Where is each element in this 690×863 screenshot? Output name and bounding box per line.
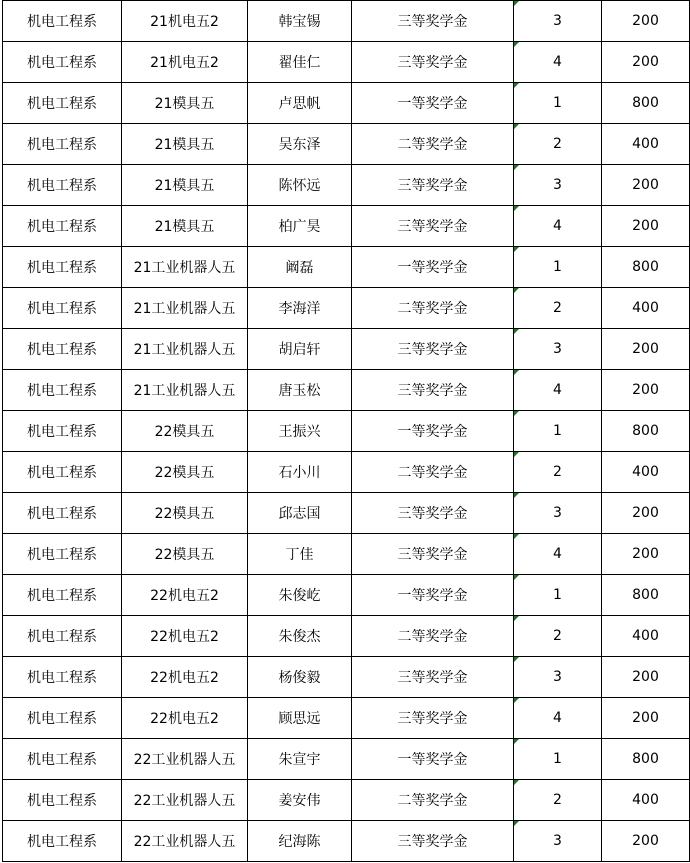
class-cell: 21工业机器人五 bbox=[122, 370, 248, 411]
name-cell: 柏广昊 bbox=[248, 206, 352, 247]
table-row bbox=[3, 616, 690, 657]
table-body bbox=[3, 1, 690, 862]
rank-cell: 4 bbox=[514, 42, 602, 83]
table-row bbox=[3, 780, 690, 821]
table-row bbox=[3, 206, 690, 247]
department-cell: 机电工程系 bbox=[3, 411, 122, 452]
table-row bbox=[3, 739, 690, 780]
name-cell: 杨俊毅 bbox=[248, 657, 352, 698]
department-cell: 机电工程系 bbox=[3, 698, 122, 739]
rank-cell: 1 bbox=[514, 411, 602, 452]
award-cell: 二等奖学金 bbox=[352, 616, 514, 657]
class-cell: 22模具五 bbox=[122, 534, 248, 575]
name-cell: 朱俊杰 bbox=[248, 616, 352, 657]
rank-cell: 2 bbox=[514, 452, 602, 493]
class-cell: 22机电五2 bbox=[122, 698, 248, 739]
name-cell: 唐玉松 bbox=[248, 370, 352, 411]
award-cell: 三等奖学金 bbox=[352, 42, 514, 83]
table-row bbox=[3, 1, 690, 42]
name-cell: 石小川 bbox=[248, 452, 352, 493]
name-cell: 阚磊 bbox=[248, 247, 352, 288]
amount-cell: 200 bbox=[602, 821, 690, 862]
name-cell: 李海洋 bbox=[248, 288, 352, 329]
rank-cell: 2 bbox=[514, 616, 602, 657]
table-row bbox=[3, 452, 690, 493]
rank-cell: 2 bbox=[514, 780, 602, 821]
amount-cell: 200 bbox=[602, 42, 690, 83]
award-cell: 三等奖学金 bbox=[352, 821, 514, 862]
award-cell: 三等奖学金 bbox=[352, 493, 514, 534]
rank-cell: 2 bbox=[514, 124, 602, 165]
name-cell: 纪海陈 bbox=[248, 821, 352, 862]
table-row bbox=[3, 698, 690, 739]
name-cell: 姜安伟 bbox=[248, 780, 352, 821]
table-row bbox=[3, 534, 690, 575]
department-cell: 机电工程系 bbox=[3, 329, 122, 370]
table-row bbox=[3, 42, 690, 83]
award-cell: 三等奖学金 bbox=[352, 534, 514, 575]
class-cell: 21模具五 bbox=[122, 124, 248, 165]
rank-cell: 1 bbox=[514, 247, 602, 288]
department-cell: 机电工程系 bbox=[3, 739, 122, 780]
class-cell: 21模具五 bbox=[122, 206, 248, 247]
class-cell: 22机电五2 bbox=[122, 616, 248, 657]
department-cell: 机电工程系 bbox=[3, 83, 122, 124]
department-cell: 机电工程系 bbox=[3, 493, 122, 534]
rank-cell: 1 bbox=[514, 83, 602, 124]
name-cell: 卢思帆 bbox=[248, 83, 352, 124]
rank-cell: 4 bbox=[514, 206, 602, 247]
award-cell: 三等奖学金 bbox=[352, 329, 514, 370]
table-row bbox=[3, 329, 690, 370]
rank-cell: 4 bbox=[514, 370, 602, 411]
class-cell: 21工业机器人五 bbox=[122, 288, 248, 329]
award-cell: 三等奖学金 bbox=[352, 370, 514, 411]
scholarship-table bbox=[2, 0, 690, 862]
table-row bbox=[3, 575, 690, 616]
name-cell: 朱宣宇 bbox=[248, 739, 352, 780]
class-cell: 21模具五 bbox=[122, 83, 248, 124]
rank-cell: 3 bbox=[514, 493, 602, 534]
amount-cell: 400 bbox=[602, 780, 690, 821]
rank-cell: 3 bbox=[514, 1, 602, 42]
name-cell: 胡启轩 bbox=[248, 329, 352, 370]
department-cell: 机电工程系 bbox=[3, 370, 122, 411]
department-cell: 机电工程系 bbox=[3, 165, 122, 206]
department-cell: 机电工程系 bbox=[3, 452, 122, 493]
amount-cell: 800 bbox=[602, 411, 690, 452]
department-cell: 机电工程系 bbox=[3, 575, 122, 616]
amount-cell: 400 bbox=[602, 616, 690, 657]
table-row bbox=[3, 493, 690, 534]
department-cell: 机电工程系 bbox=[3, 657, 122, 698]
award-cell: 一等奖学金 bbox=[352, 247, 514, 288]
table-row bbox=[3, 411, 690, 452]
name-cell: 韩宝锡 bbox=[248, 1, 352, 42]
name-cell: 吴东泽 bbox=[248, 124, 352, 165]
award-cell: 三等奖学金 bbox=[352, 657, 514, 698]
table-row bbox=[3, 247, 690, 288]
class-cell: 22机电五2 bbox=[122, 657, 248, 698]
amount-cell: 200 bbox=[602, 657, 690, 698]
award-cell: 一等奖学金 bbox=[352, 575, 514, 616]
amount-cell: 200 bbox=[602, 329, 690, 370]
class-cell: 21机电五2 bbox=[122, 42, 248, 83]
department-cell: 机电工程系 bbox=[3, 1, 122, 42]
award-cell: 二等奖学金 bbox=[352, 124, 514, 165]
award-cell: 三等奖学金 bbox=[352, 698, 514, 739]
class-cell: 21模具五 bbox=[122, 165, 248, 206]
rank-cell: 3 bbox=[514, 165, 602, 206]
table-row bbox=[3, 657, 690, 698]
name-cell: 王振兴 bbox=[248, 411, 352, 452]
rank-cell: 2 bbox=[514, 288, 602, 329]
amount-cell: 400 bbox=[602, 124, 690, 165]
amount-cell: 200 bbox=[602, 370, 690, 411]
award-cell: 三等奖学金 bbox=[352, 165, 514, 206]
class-cell: 21工业机器人五 bbox=[122, 329, 248, 370]
table-row bbox=[3, 165, 690, 206]
amount-cell: 800 bbox=[602, 739, 690, 780]
department-cell: 机电工程系 bbox=[3, 247, 122, 288]
amount-cell: 200 bbox=[602, 206, 690, 247]
name-cell: 朱俊屹 bbox=[248, 575, 352, 616]
amount-cell: 800 bbox=[602, 575, 690, 616]
class-cell: 22机电五2 bbox=[122, 575, 248, 616]
amount-cell: 800 bbox=[602, 247, 690, 288]
name-cell: 丁佳 bbox=[248, 534, 352, 575]
class-cell: 21工业机器人五 bbox=[122, 247, 248, 288]
department-cell: 机电工程系 bbox=[3, 534, 122, 575]
table-row bbox=[3, 83, 690, 124]
department-cell: 机电工程系 bbox=[3, 821, 122, 862]
table-row bbox=[3, 288, 690, 329]
name-cell: 翟佳仁 bbox=[248, 42, 352, 83]
award-cell: 一等奖学金 bbox=[352, 739, 514, 780]
class-cell: 22工业机器人五 bbox=[122, 821, 248, 862]
award-cell: 三等奖学金 bbox=[352, 1, 514, 42]
department-cell: 机电工程系 bbox=[3, 780, 122, 821]
rank-cell: 3 bbox=[514, 657, 602, 698]
award-cell: 二等奖学金 bbox=[352, 780, 514, 821]
class-cell: 22工业机器人五 bbox=[122, 780, 248, 821]
class-cell: 22工业机器人五 bbox=[122, 739, 248, 780]
class-cell: 22模具五 bbox=[122, 493, 248, 534]
name-cell: 邱志国 bbox=[248, 493, 352, 534]
award-cell: 一等奖学金 bbox=[352, 83, 514, 124]
name-cell: 顾思远 bbox=[248, 698, 352, 739]
class-cell: 22模具五 bbox=[122, 452, 248, 493]
award-cell: 三等奖学金 bbox=[352, 206, 514, 247]
rank-cell: 4 bbox=[514, 698, 602, 739]
department-cell: 机电工程系 bbox=[3, 206, 122, 247]
rank-cell: 3 bbox=[514, 821, 602, 862]
rank-cell: 1 bbox=[514, 739, 602, 780]
amount-cell: 400 bbox=[602, 452, 690, 493]
amount-cell: 200 bbox=[602, 1, 690, 42]
department-cell: 机电工程系 bbox=[3, 288, 122, 329]
department-cell: 机电工程系 bbox=[3, 42, 122, 83]
table-row bbox=[3, 821, 690, 862]
award-cell: 二等奖学金 bbox=[352, 452, 514, 493]
department-cell: 机电工程系 bbox=[3, 616, 122, 657]
table-row bbox=[3, 370, 690, 411]
amount-cell: 200 bbox=[602, 165, 690, 206]
amount-cell: 200 bbox=[602, 534, 690, 575]
class-cell: 21机电五2 bbox=[122, 1, 248, 42]
amount-cell: 400 bbox=[602, 288, 690, 329]
amount-cell: 200 bbox=[602, 698, 690, 739]
table-row bbox=[3, 124, 690, 165]
name-cell: 陈怀远 bbox=[248, 165, 352, 206]
amount-cell: 200 bbox=[602, 493, 690, 534]
department-cell: 机电工程系 bbox=[3, 124, 122, 165]
award-cell: 一等奖学金 bbox=[352, 411, 514, 452]
award-cell: 二等奖学金 bbox=[352, 288, 514, 329]
rank-cell: 3 bbox=[514, 329, 602, 370]
amount-cell: 800 bbox=[602, 83, 690, 124]
rank-cell: 1 bbox=[514, 575, 602, 616]
rank-cell: 4 bbox=[514, 534, 602, 575]
class-cell: 22模具五 bbox=[122, 411, 248, 452]
